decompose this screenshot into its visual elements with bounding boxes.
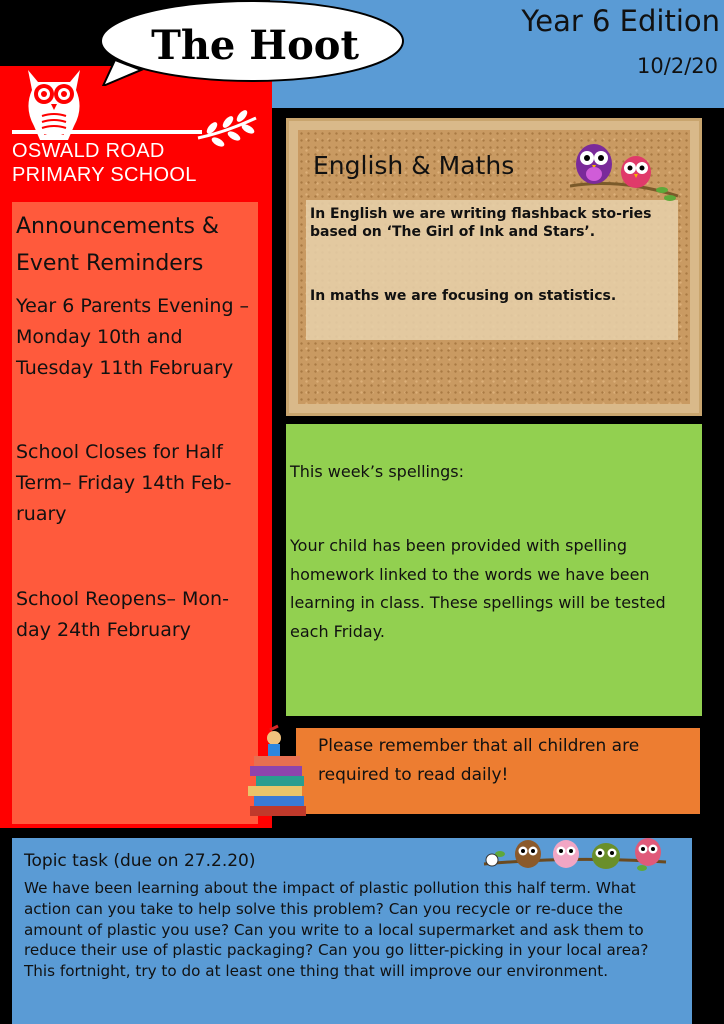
spellings-text: Your child has been provided with spelling homework linked to the words we have been learning in class. These spellings will be tested each Friday. — [290, 536, 666, 641]
event-reminder: Year 6 Parents Evening – Monday 10th and Tuesday 11th February — [16, 295, 250, 379]
announcements-heading: Announcements & Event Reminders — [16, 214, 220, 276]
maths-update: In maths we are focusing on statistics. — [310, 288, 617, 304]
english-update: In English we are writing flashback sto-ries based on ‘The Girl of Ink and Stars’. — [310, 206, 652, 240]
topic-task-heading: Topic task (due on 27.2.20) — [24, 851, 256, 871]
book-stack-icon — [244, 722, 310, 820]
reading-reminder-text: Please remember that all children are required to read daily! — [318, 736, 640, 785]
owls-on-branch-icon — [570, 138, 680, 204]
school-name-line2: PRIMARY SCHOOL — [12, 164, 197, 186]
topic-task-text: We have been learning about the impact of plastic pollution this half term. What action can you take to help solve this problem? Can you recycle or re-duce the amount of plastic you use? Can you write to a local supermarket and ask them to reduce their use of plastic packaging? Can you go litter-picking in your local area? This fortnight, try to do at least one thing that will improve our environment. — [24, 879, 649, 981]
event-reminder: School Closes for Half Term– Friday 14th Feb-ruary — [16, 441, 232, 525]
logo-rule — [12, 130, 202, 134]
leaf-branch-icon — [196, 108, 258, 148]
event-reminder: School Reopens– Mon-day 24th February — [16, 588, 229, 641]
english-maths-heading: English & Maths — [313, 151, 515, 180]
school-name-line1: OSWALD ROAD — [12, 140, 165, 162]
edition-label: Year 6 Edition — [521, 4, 720, 38]
owl-row-icon — [482, 834, 668, 876]
issue-date: 10/2/20 — [637, 54, 718, 78]
newsletter-title: The Hoot — [151, 22, 359, 69]
spellings-heading: This week’s spellings: — [290, 462, 465, 481]
